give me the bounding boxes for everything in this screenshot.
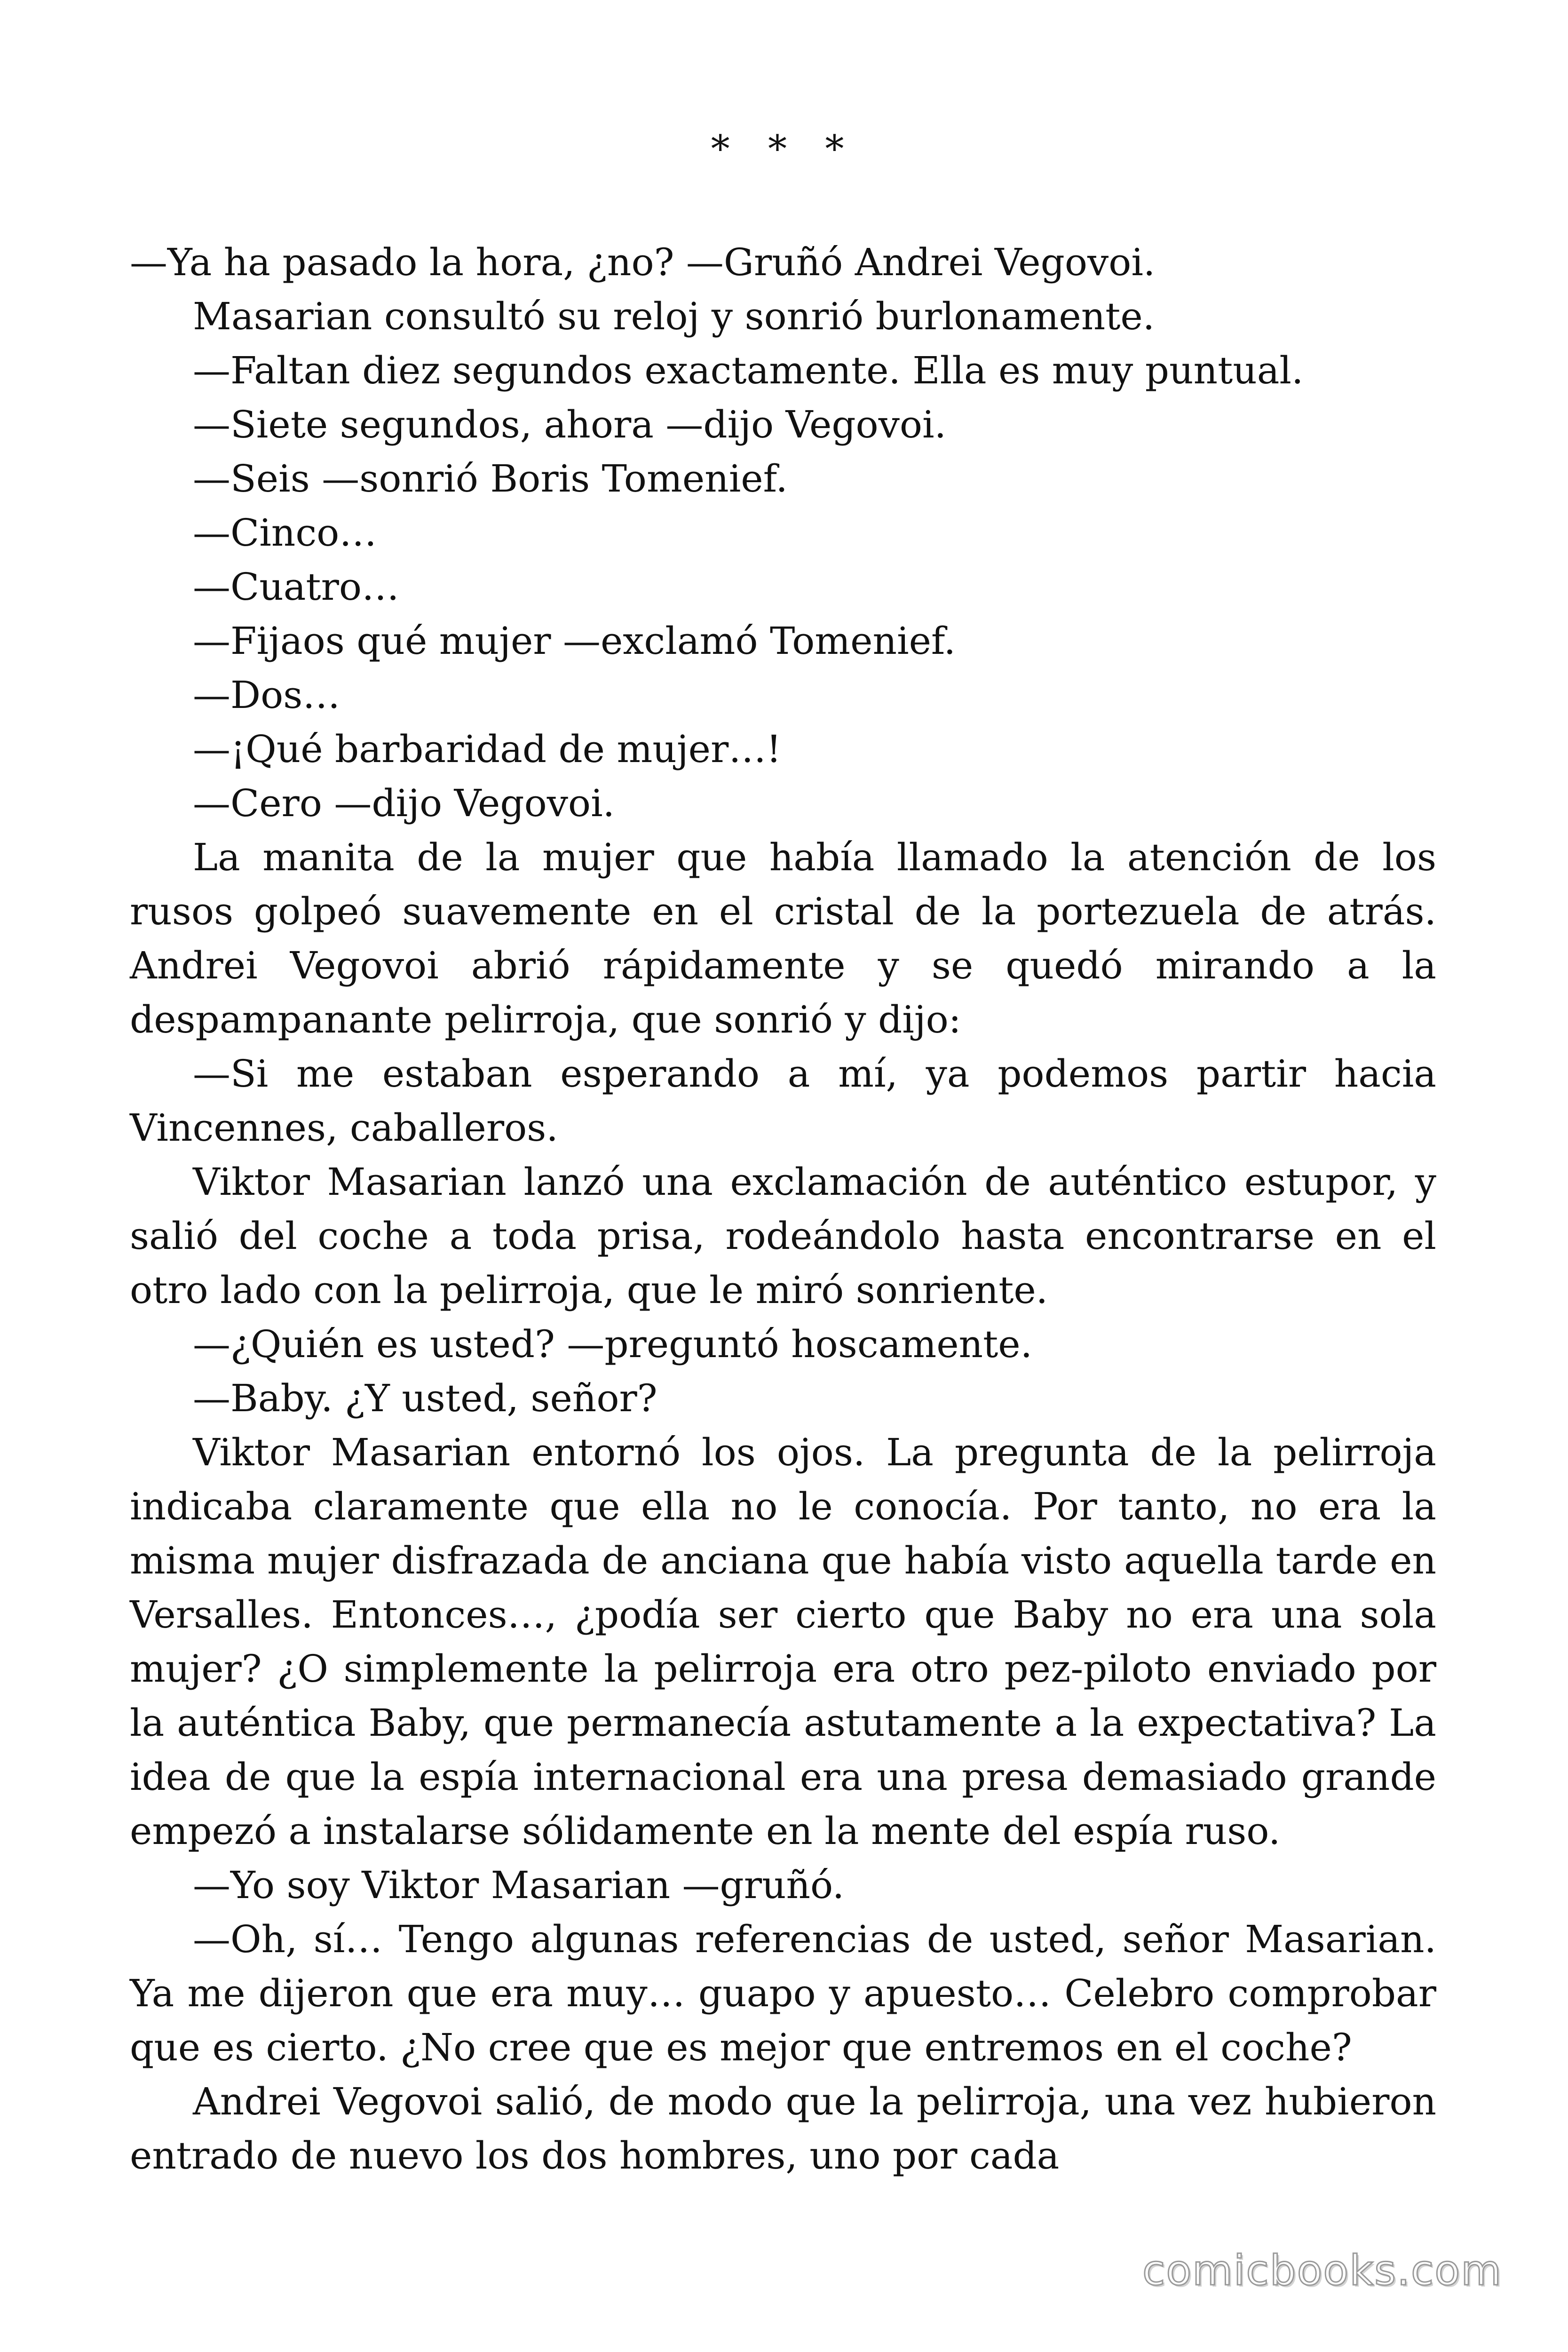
- paragraph: Viktor Masarian lanzó una exclamación de auténtico estupor, y salió del coche a toda prisa, rodeándolo hasta encontrarse en el otro lado con la pelirroja, que le miró sonriente.: [130, 1160, 1436, 1312]
- paragraph: Viktor Masarian entornó los ojos. La pregunta de la pelirroja indicaba claramente que ella no le conocía. Por tanto, no era la misma mujer disfrazada de anciana que había visto aquella tarde en Versalles. Entonces…, ¿podía ser cierto que Baby no era una sola mujer? ¿O simplemente la pelirroja era otro pez-piloto enviado por la auténtica Baby, que permanecía astutamente a la expectativa? La idea de que la espía internacional era una presa demasiado grande empezó a instalarse sólidamente en la mente del espía ruso.: [130, 1430, 1436, 1853]
- paragraph: —¿Quién es usted? —preguntó hoscamente.: [193, 1322, 1032, 1366]
- paragraph: —Yo soy Viktor Masarian —gruñó.: [193, 1863, 845, 1907]
- watermark: comicbooks.com: [1142, 2246, 1502, 2295]
- paragraph: —Ya ha pasado la hora, ¿no? —Gruñó Andrei Vegovoi.: [130, 240, 1156, 284]
- paragraph: —Cero —dijo Vegovoi.: [193, 781, 615, 825]
- paragraph: —Baby. ¿Y usted, señor?: [193, 1376, 657, 1420]
- paragraph: —Fijaos qué mujer —exclamó Tomenief.: [193, 619, 956, 663]
- scene-break: * * *: [711, 127, 857, 171]
- paragraph: —Cuatro…: [193, 565, 399, 609]
- paragraph: —Si me estaban esperando a mí, ya podemos partir hacia Vincennes, caballeros.: [130, 1052, 1436, 1150]
- paragraph: —Dos…: [193, 673, 341, 717]
- body-text: [130, 235, 1436, 2183]
- paragraph: Andrei Vegovoi salió, de modo que la pelirroja, una vez hubieron entrado de nuevo los dos hombres, uno por cada: [130, 2080, 1436, 2177]
- paragraph: La manita de la mujer que había llamado la atención de los rusos golpeó suavemente en el cristal de la portezuela de atrás. Andrei Vegovoi abrió rápidamente y se quedó mirando a la despampanante pelirroja, que sonrió y dijo:: [130, 835, 1436, 1041]
- paragraph: Masarian consultó su reloj y sonrió burlonamente.: [193, 294, 1155, 338]
- paragraph: —Cinco…: [193, 511, 377, 555]
- paragraph: —Siete segundos, ahora —dijo Vegovoi.: [193, 403, 947, 446]
- paragraph: —Seis —sonrió Boris Tomenief.: [193, 457, 788, 501]
- paragraph: —Oh, sí… Tengo algunas referencias de usted, señor Masarian. Ya me dijeron que era muy… guapo y apuesto… Celebro comprobar que es cierto. ¿No cree que es mejor que entremos en el coche?: [130, 1917, 1436, 2069]
- paragraph: —Faltan diez segundos exactamente. Ella es muy puntual.: [193, 349, 1304, 392]
- paragraph: —¡Qué barbaridad de mujer…!: [193, 727, 782, 771]
